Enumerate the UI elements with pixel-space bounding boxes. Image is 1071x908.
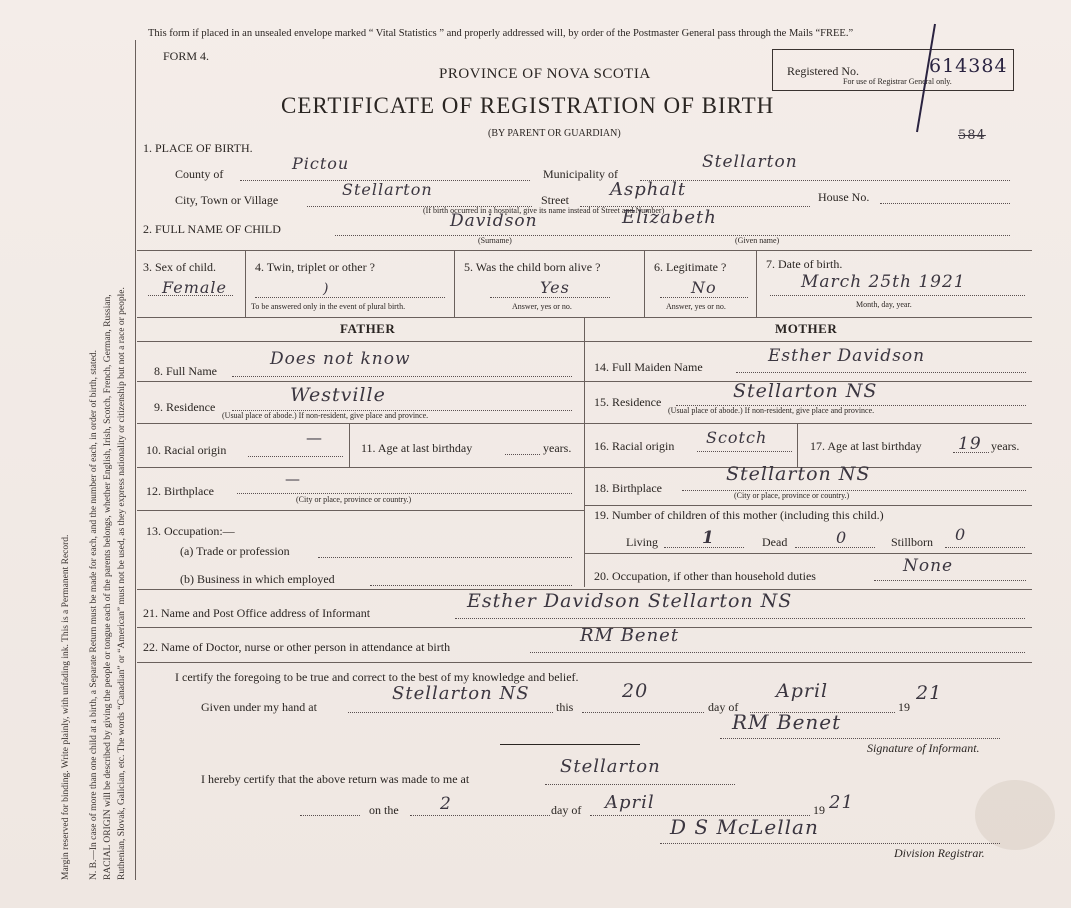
mother-occupation-line (874, 580, 1026, 581)
registered-label: Registered No. (787, 64, 859, 78)
legitimate-value: No (691, 278, 717, 297)
mother-age-label: 17. Age at last birthday (810, 439, 922, 453)
registered-number: 614384 (929, 55, 1008, 77)
rule (137, 381, 584, 382)
registrar-year-prefix: 19 (813, 803, 825, 817)
mother-race-label: 16. Racial origin (594, 439, 675, 453)
father-age-label: 11. Age at last birthday (361, 441, 473, 455)
rule (584, 505, 1032, 506)
form-number: FORM 4. (163, 49, 210, 63)
street-label: Street (541, 193, 569, 207)
alive-value: Yes (540, 278, 570, 297)
mother-children-label: 19. Number of children of this mother (including this child.) (594, 508, 884, 522)
mother-occupation-label: 20. Occupation, if other than household duties (594, 569, 816, 583)
county-value: Pictou (292, 154, 350, 173)
given-place-value: Stellarton NS (392, 683, 530, 704)
divider (245, 250, 246, 317)
given-year-value: 21 (916, 682, 943, 704)
mother-name-line (736, 372, 1026, 373)
divider (756, 250, 757, 317)
father-birthplace-value: — (285, 470, 301, 488)
informant-line (455, 618, 1025, 619)
birth-date-note: Month, day, year. (856, 300, 912, 309)
divider (454, 250, 455, 317)
father-residence-note: (Usual place of abode.) If non-resident, give place and province. (222, 411, 429, 420)
paper-stain (975, 780, 1055, 850)
page-title: CERTIFICATE OF REGISTRATION OF BIRTH (281, 93, 775, 118)
place-heading: 1. PLACE OF BIRTH. (143, 141, 253, 155)
mother-age-value: 19 (958, 434, 982, 454)
living-label: Living (626, 535, 658, 549)
given-day-value: 20 (622, 680, 649, 702)
hospital-note: (If birth occurred in a hospital, give its name instead of Street and Number) (423, 206, 665, 215)
registrar-caption: Division Registrar. (894, 846, 985, 860)
rule (137, 341, 1032, 342)
given-caption: (Given name) (735, 236, 780, 245)
certify-statement: I certify the foregoing to be true and correct to the best of my knowledge and belief. (175, 670, 579, 684)
stillborn-line (945, 547, 1025, 548)
mother-birthplace-value: Stellarton NS (726, 463, 871, 485)
divider (797, 423, 798, 467)
registrar-place-value: Stellarton (560, 756, 661, 777)
municipality-label: Municipality of (543, 167, 618, 181)
birth-date-line (770, 295, 1025, 296)
living-value: 1 (702, 528, 715, 548)
registrar-month-value: April (605, 792, 655, 813)
registrar-day-line (410, 815, 550, 816)
mother-race-value: Scotch (706, 428, 768, 447)
twin-note: To be answered only in the event of plural birth. (251, 302, 406, 311)
margin-note-1: Margin reserved for binding. Write plainly, with unfading ink. This is a Permanent Record. (61, 534, 71, 880)
pen-stroke (905, 20, 945, 140)
dead-value: 0 (836, 528, 848, 547)
city-label: City, Town or Village (175, 193, 279, 207)
father-birthplace-line (237, 493, 572, 494)
stillborn-value: 0 (955, 525, 967, 544)
child-name-line (335, 235, 1010, 236)
mother-residence-value: Stellarton NS (733, 380, 878, 402)
mother-heading: MOTHER (775, 321, 838, 336)
surname-caption: (Surname) (478, 236, 512, 245)
father-trade-line (318, 557, 572, 558)
father-business-label: (b) Business in which employed (180, 572, 335, 586)
registrar-year-value: 21 (829, 792, 854, 813)
father-race-line (248, 456, 343, 457)
father-heading: FATHER (340, 321, 396, 336)
father-race-value: — (306, 428, 323, 447)
father-birthplace-label: 12. Birthplace (146, 484, 214, 498)
mother-name-value: Esther Davidson (768, 346, 926, 366)
dead-line (795, 547, 875, 548)
registrar-place-line (545, 784, 735, 785)
child-surname: Davidson (450, 211, 538, 231)
sex-value: Female (162, 278, 227, 297)
registrar-signature: D S McLellan (670, 815, 819, 839)
rule (137, 423, 584, 424)
doctor-label: 22. Name of Doctor, nurse or other person in attendance at birth (143, 640, 451, 654)
street-value: Asphalt (610, 179, 687, 200)
dead-label: Dead (762, 535, 788, 549)
rule (137, 250, 1032, 251)
father-residence-label: 9. Residence (154, 400, 216, 414)
child-name-label: 2. FULL NAME OF CHILD (143, 222, 281, 236)
father-name-value: Does not know (270, 349, 411, 369)
given-year-prefix: 19 (898, 700, 910, 714)
house-label: House No. (818, 190, 870, 204)
crossed-number: 584 (958, 128, 986, 143)
registrar-statement: I hereby certify that the above return was made to me at (201, 772, 470, 786)
mother-residence-label: 15. Residence (594, 395, 662, 409)
mother-occupation-value: None (903, 556, 954, 576)
mother-residence-note: (Usual place of abode.) If non-resident, give place and province. (668, 406, 875, 415)
rule (137, 467, 584, 468)
doctor-value: RM Benet (580, 625, 680, 646)
twin-value: ) (323, 281, 330, 297)
registrar-on-label: on the (369, 803, 399, 817)
alive-line (490, 297, 610, 298)
informant-value: Esther Davidson Stellarton NS (467, 590, 793, 612)
given-label: Given under my hand at (201, 700, 317, 714)
given-day-line (582, 712, 704, 713)
municipality-line (640, 180, 1010, 181)
stillborn-label: Stillborn (891, 535, 934, 549)
father-birthplace-note: (City or place, province or country.) (296, 495, 412, 504)
informant-signature-line (720, 738, 1000, 739)
father-age-line (505, 454, 540, 455)
separator-rule (500, 744, 640, 745)
informant-label: 21. Name and Post Office address of Informant (143, 606, 371, 620)
registration-box (772, 49, 1014, 91)
province-heading: PROVINCE OF NOVA SCOTIA (439, 66, 651, 82)
postal-notice: This form if placed in an unsealed envelope marked “ Vital Statistics ” and properly addressed will, by order of the Postmaster General pass through the Mails “FREE.” (148, 28, 854, 39)
registrar-day-value: 2 (440, 794, 452, 814)
father-name-line (232, 376, 572, 377)
rule (137, 662, 1032, 663)
binding-margin-line (135, 40, 136, 880)
mother-race-line (697, 451, 792, 452)
margin-note-2: N. B.—In case of more than one child at a birth, a Separate Return must be made for each, and the number of each, in order of birth, stated. (89, 350, 99, 880)
legitimate-label: 6. Legitimate ? (654, 260, 727, 274)
mother-birthplace-label: 18. Birthplace (594, 481, 662, 495)
child-given-name: Elizabeth (622, 207, 717, 228)
registered-note: For use of Registrar General only. (843, 77, 952, 86)
subtitle: (BY PARENT OR GUARDIAN) (488, 128, 621, 139)
city-value: Stellarton (342, 180, 433, 199)
twin-label: 4. Twin, triplet or other ? (255, 260, 375, 274)
municipality-value: Stellarton (702, 152, 798, 172)
registrar-signature-line (660, 843, 1000, 844)
registrar-day-of-label: day of (551, 803, 582, 817)
given-place-line (348, 712, 553, 713)
margin-note-3: RACIAL ORIGIN will be described by giving the people or tongue each of the parents belongs, whether English, Irish, Scotch, French, German, Russian, (103, 294, 113, 880)
father-business-line (370, 585, 572, 586)
legitimate-note: Answer, yes or no. (666, 302, 726, 311)
mother-age-unit: years. (991, 439, 1020, 453)
father-trade-label: (a) Trade or profession (180, 544, 290, 558)
father-name-label: 8. Full Name (154, 364, 217, 378)
county-label: County of (175, 167, 224, 181)
parents-divider (584, 317, 585, 587)
house-line (880, 203, 1010, 204)
birth-date-value: March 25th 1921 (801, 272, 966, 292)
informant-signature: RM Benet (732, 710, 842, 734)
rule (584, 423, 1032, 424)
informant-signature-caption: Signature of Informant. (867, 741, 980, 755)
father-occupation-label: 13. Occupation:— (146, 524, 235, 538)
alive-note: Answer, yes or no. (512, 302, 572, 311)
rule (137, 510, 584, 511)
registrar-lead-line (300, 815, 360, 816)
sex-label: 3. Sex of child. (143, 260, 216, 274)
given-month-value: April (776, 680, 829, 702)
this-label: this (556, 700, 574, 714)
given-day-of-label: day of (708, 700, 739, 714)
twin-line (255, 297, 445, 298)
rule (584, 553, 1032, 554)
father-residence-value: Westville (290, 384, 386, 406)
father-race-label: 10. Racial origin (146, 443, 227, 457)
alive-label: 5. Was the child born alive ? (464, 260, 601, 274)
doctor-line (530, 652, 1025, 653)
margin-note-4: Ruthenian, Slovak, Galician, etc. The words “Canadian” or “American” must not be used, as they express nationality or citizenship but not a race or people. (117, 287, 127, 880)
legitimate-line (660, 297, 748, 298)
birth-date-label: 7. Date of birth. (766, 257, 843, 271)
divider (644, 250, 645, 317)
mother-name-label: 14. Full Maiden Name (594, 360, 703, 374)
divider (349, 423, 350, 467)
father-age-unit: years. (543, 441, 572, 455)
mother-birthplace-note: (City or place, province or country.) (734, 491, 850, 500)
